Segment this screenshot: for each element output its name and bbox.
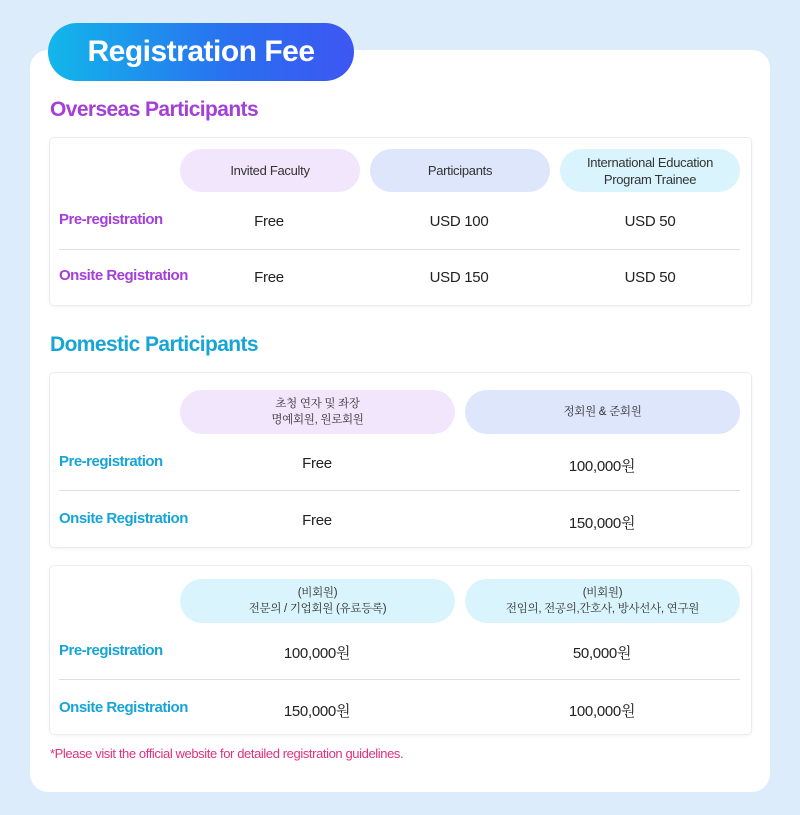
table-cell: USD 50	[624, 213, 676, 230]
table-cell: USD 50	[624, 269, 676, 286]
row-divider	[59, 490, 740, 491]
table-cell: 100,000원	[283, 645, 351, 662]
domestic-fee-table-members	[50, 373, 751, 547]
table-cell: Free	[254, 213, 284, 230]
header-participants: Participants	[370, 149, 550, 192]
table-cell: Free	[302, 455, 332, 472]
table-cell: Free	[254, 269, 284, 286]
header-invited-faculty: Invited Faculty	[180, 149, 360, 192]
page-title: Registration Fee	[48, 23, 354, 81]
row-label-pre-registration: Pre-registration	[59, 453, 163, 470]
table-cell: 150,000원	[283, 703, 351, 720]
table-cell: 150,000원	[568, 515, 636, 532]
header-nonmember-fellow: (비회원) 전임의, 전공의,간호사, 방사선사, 연구원	[465, 579, 740, 623]
row-label-onsite-registration: Onsite Registration	[59, 267, 188, 284]
row-divider	[59, 679, 740, 680]
domestic-fee-table-nonmembers	[50, 566, 751, 734]
header-regular-associate: 정회원 & 준회원	[465, 390, 740, 434]
row-divider	[59, 249, 740, 250]
domestic-heading: Domestic Participants	[50, 333, 258, 356]
row-label-pre-registration: Pre-registration	[59, 211, 163, 228]
header-nonmember-specialist: (비회원) 전문의 / 기업회원 (유료등록)	[180, 579, 455, 623]
table-cell: USD 150	[429, 269, 489, 286]
table-cell: 50,000원	[572, 645, 632, 662]
table-cell: 100,000원	[568, 458, 636, 475]
footnote: *Please visit the official website for detailed registration guidelines.	[50, 746, 404, 761]
table-cell: USD 100	[429, 213, 489, 230]
overseas-fee-table	[50, 138, 751, 305]
row-label-onsite-registration: Onsite Registration	[59, 699, 188, 716]
header-international-trainee: International Education Program Trainee	[560, 149, 740, 192]
overseas-heading: Overseas Participants	[50, 98, 259, 121]
header-invited-honorary: 초청 연자 및 좌장 명예회원, 원로회원	[180, 390, 455, 434]
row-label-onsite-registration: Onsite Registration	[59, 510, 188, 527]
table-cell: 100,000원	[568, 703, 636, 720]
row-label-pre-registration: Pre-registration	[59, 642, 163, 659]
table-cell: Free	[302, 512, 332, 529]
